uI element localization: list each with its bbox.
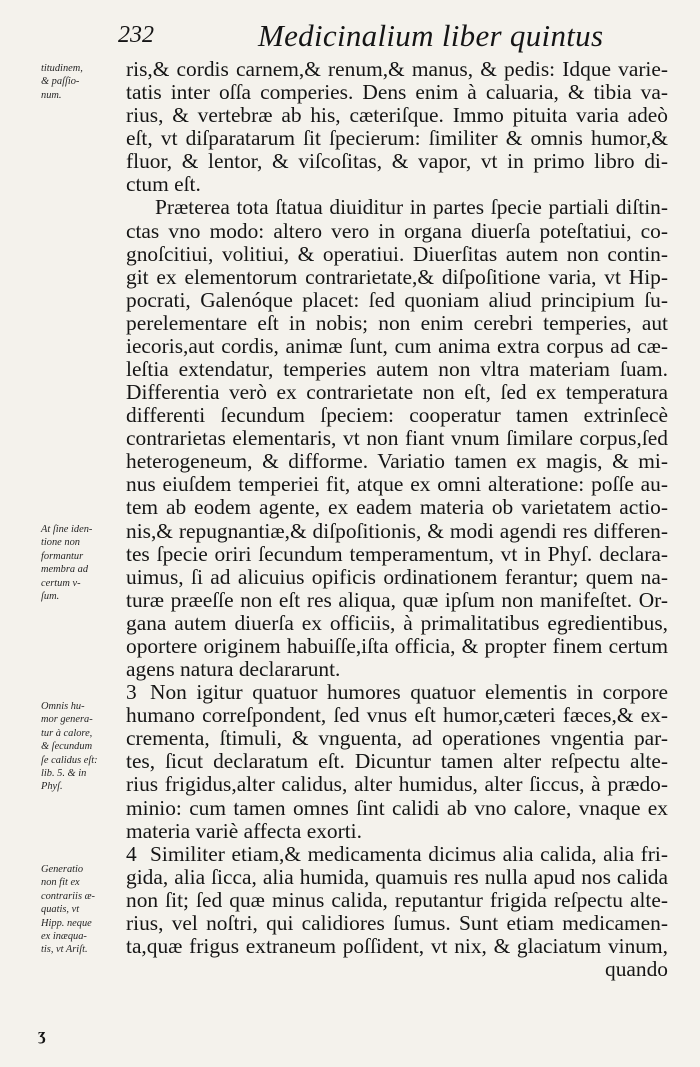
running-title: Medicinalium liber quintus	[258, 18, 604, 53]
body-line: tatis inter oſſa comperies. Dens enim à caluaria, & tibia va-	[126, 81, 668, 105]
body-line: git ex elementorum contrarietate,& diſpoſitione varia, vt Hip-	[126, 265, 668, 289]
page-header	[118, 18, 678, 53]
body-line: Differentia verò ex contrarietate non eſt, ſed ex temperatura	[126, 381, 668, 405]
body-line: perelementare eſt in nobis; non enim cerebri temperies, aut	[126, 311, 668, 335]
section-number-4: 4	[126, 842, 137, 866]
margin-note-4: Generatio non fit ex contrariis æ- quatis, vt Hipp. neque ex inæqua- tis, vt Ariſt.	[41, 864, 95, 956]
body-line: non ſit; ſed quæ minus calida, reputantur frigida reſpectu alte-	[126, 888, 668, 912]
body-line: gida, alia ſicca, alia humida, quamuis res nulla apud nos calida	[126, 865, 668, 889]
margin-note-1: titudinem, & paſſio- num.	[41, 63, 83, 101]
body-line: uimus, ſi ad alicuius opificis ordinationem ferantur; quem na-	[126, 565, 668, 589]
body-line: iecoris,aut cordis, animæ ſunt, cum anima extra corpus ad cæ-	[126, 334, 668, 358]
margin-note-3: Omnis hu- mor genera- tur à calore, & ſecundum ſe calidus eſt: lib. 5. & in Phyſ.	[41, 701, 98, 793]
signature-mark: ʒ	[38, 1025, 46, 1044]
section-number-3: 3	[126, 681, 137, 705]
body-line: ta,quæ frigus extraneum poſſident, vt nix, & glaciatum vinum,	[126, 934, 668, 958]
body-line: pocrati, Galenóque placet: ſed quoniam aliud principium ſu-	[126, 288, 668, 312]
section-3-first-line: 3 Non igitur quatuor humores quatuor elementis in corpore	[126, 681, 668, 705]
body-line: ctas vno modo: altero vero in organa diuerſa poteſtatiui, co-	[126, 219, 668, 243]
body-line: tes ſpecie oriri ſecundum temperamentum, vt in Phyſ. declara-	[126, 542, 668, 566]
body-line: tem ab eodem agente, ex eadem materia ob varietatem actio-	[126, 496, 668, 520]
body-line: rius, vel noſtri, qui calidiores ſumus. Sunt etiam medicamen-	[126, 911, 668, 935]
body-line: nus eiuſdem temperiei fit, atque ex omni alteratione: poſſe au-	[126, 473, 668, 497]
body-line: nis,& repugnantiæ,& diſpoſitionis, & modi agendi res differen-	[126, 519, 668, 543]
body-line: ris,& cordis carnem,& renum,& manus, & pedis: Idque varie-	[126, 58, 668, 81]
body-line: ctum eſt.	[126, 173, 201, 197]
body-line: gnoſcitiui, volitiui, & operatiui. Diuerſitas autem non contin-	[126, 242, 668, 266]
body-line: fluor, & lentor, & viſcoſitas, & vapor, vt in primo libro di-	[126, 150, 668, 174]
section-4-first-line: 4 Similiter etiam,& medicamenta dicimus alia calida, alia fri-	[126, 842, 668, 866]
body-line: contrarietas elementaris, vt non fiant vnum ſimilare corpus,ſed	[126, 427, 668, 451]
body-line: humano correſpondent, ſed vnus eſt humor,cæteri fæces,& ex-	[126, 704, 668, 728]
body-line: eſt, vt diſparatarum ſit ſpecierum: ſimiliter & omnis humor,&	[126, 127, 668, 151]
page-number: 232	[118, 22, 154, 48]
body-line: crementa, ſtimuli, & vnguenta, ad operationes vngentia par-	[126, 727, 668, 751]
body-line: oportere originem habuiſſe,iſta officia, & propter finem certum	[126, 634, 668, 658]
body-line: tes, ſicut declaratum eſt. Dicuntur tamen alter reſpectu alte-	[126, 750, 668, 774]
body-line: gana autem diuerſa ex officiis, à primalitatibus egredientibus,	[126, 611, 668, 635]
body-line: heterogeneum, & difforme. Variatio tamen ex magis, & mi-	[126, 450, 668, 474]
margin-note-2: At ſine iden- tione non formantur membra ad certum v- ſum.	[41, 524, 93, 603]
body-line: Præterea tota ſtatua diuiditur in partes ſpecie partiali diſtin-	[155, 196, 668, 220]
body-line: agens natura declararunt.	[126, 658, 341, 682]
body-line: differenti ſecundum ſpeciem: cooperatur tamen extrinſecè	[126, 404, 668, 428]
body-line: materia variè affecta exorti.	[126, 819, 362, 843]
body-line: rius, & vertebræ ab his, cæteriſque. Immo pituita varia adeò	[126, 104, 668, 128]
body-line: rius frigidus,alter calidus, alter humidus, alter ſiccus, à prædo-	[126, 773, 668, 797]
main-text	[126, 58, 668, 981]
body-line: turæ præeſſe non eſt res aliqua, quæ ipſum non manifeſtet. Or-	[126, 588, 668, 612]
body-line: leſtia extendatur, temperies autem non vltra materiam ſuam.	[126, 358, 668, 382]
body-line: minio: cum tamen omnes ſint calidi ab vno calore, vnaque ex	[126, 796, 668, 820]
catchword: quando	[605, 958, 668, 982]
